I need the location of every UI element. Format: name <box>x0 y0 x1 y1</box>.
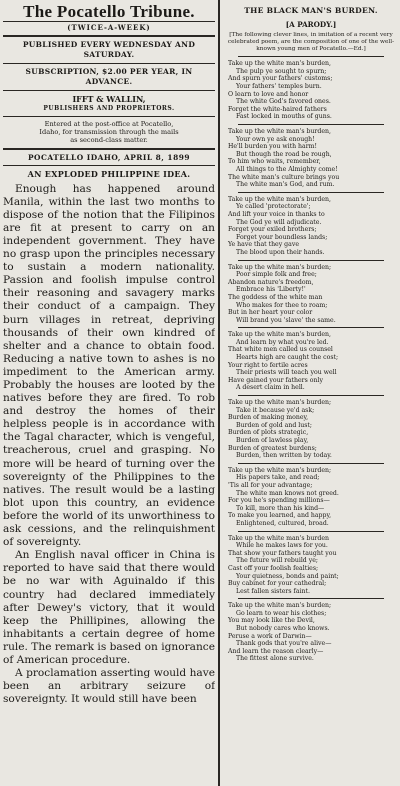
poem-line: But in her heart your color <box>228 309 313 317</box>
poem-line: Ye have that they gave <box>228 241 299 249</box>
poem-line: Burden of plots strategic, <box>228 429 309 437</box>
poem-line: Thank gods that you're alive— <box>236 640 332 648</box>
poem-line: For you he's spending millions— <box>228 497 330 505</box>
poem-line: Burden of lawless play, <box>236 437 309 444</box>
stanza-divider <box>238 56 384 57</box>
poem-line: A desert claim in hell. <box>236 384 305 392</box>
publisher: IFFT & WALLIN, <box>72 94 146 104</box>
poem-line: The goddess of the white man <box>228 293 323 301</box>
poem-line: Take up the white man's burden <box>228 534 329 542</box>
poem-line: To him who waits, remember, <box>228 158 321 166</box>
stanza-divider <box>238 531 384 532</box>
poem-line: Hearts high are caught the cost; <box>236 354 339 362</box>
poem-line: All things to the Almighty come! <box>236 166 338 173</box>
poem-line: Take it because ye'd ask; <box>236 406 315 414</box>
poem-line: And spurn your fathers' customs; <box>228 75 333 83</box>
stanza-divider <box>238 598 384 599</box>
poem-stanza <box>224 399 398 460</box>
poem-line: Your quietness, bonds and paint; <box>236 572 339 580</box>
poem-line: Will brand you 'slave' the same. <box>236 316 336 324</box>
poem-line: The pulp ye sought to spurn; <box>236 67 327 75</box>
stanza-divider <box>238 395 384 396</box>
poem-line: While he makes laws for you. <box>236 542 328 550</box>
poem-stanza <box>224 128 398 189</box>
poem-line: Abandon nature's freedom, <box>228 278 314 286</box>
poem-line: Ye called 'protectorate'; <box>236 203 311 211</box>
poem-line: Fast locked in mouths of guns. <box>236 113 332 121</box>
poem-line: Forget the white-haired fathers <box>228 105 327 113</box>
stanza-divider <box>238 124 384 125</box>
column-rule <box>218 0 220 786</box>
entered-line-2: Idaho, for transmission through the mails <box>39 128 179 137</box>
poem-line: Burden, then written by today. <box>236 452 332 460</box>
poem-line: But nobody cares who knows. <box>236 625 330 633</box>
poem-stanza <box>224 60 398 121</box>
divider <box>3 63 215 64</box>
poem-line: Embrace his 'Liberty!' <box>236 286 306 294</box>
poem-line: Their priests will teach you well <box>236 369 337 377</box>
poem-line: Forget your exiled brothers; <box>228 226 317 234</box>
article-paragraph-3: A proclamation asserting would have been an arbitrary seizure of sovereignty. It would still have been <box>3 667 215 706</box>
poem-line: Take up the white man's burden, <box>228 128 331 136</box>
masthead-subtitle: (TWICE-A-WEEK) <box>67 23 151 32</box>
poem-parody-label: [A PARODY.] <box>285 20 337 29</box>
divider <box>3 116 215 117</box>
poem-intro: [The following clever lines, in imitation of a recent very celebrated poem, are the composition of one of the well-known young men of Pocatello.—Ed.] <box>227 32 395 53</box>
poem-line: Peruse a work of Darwin— <box>228 632 312 640</box>
entered-line-1: Entered at the post-office at Pocatello, <box>44 120 174 128</box>
poem-line: Take up the white man's burden; <box>228 466 332 474</box>
poem-line: Take up the white man's burden; <box>228 399 332 407</box>
poem-line: Burden of making money, <box>228 414 309 422</box>
published-line-2: SATURDAY. <box>83 50 135 59</box>
poem-line: He'll burden you with harm! <box>228 143 318 151</box>
poem-stanza <box>224 264 398 325</box>
poem-line: Take up the white man's burden; <box>228 602 332 610</box>
poem-line: But though the road be rough, <box>236 150 332 158</box>
poem-stanza <box>224 467 398 528</box>
poem-line: The God ye will adjudicate. <box>236 218 322 226</box>
left-column <box>3 2 215 784</box>
subscription-line-2: ADVANCE. <box>85 77 133 86</box>
poem-line: Go learn to wear his clothes; <box>236 609 327 617</box>
poem-line: Take up the white man's burden, <box>228 195 331 203</box>
poem-line: The blood upon their hands. <box>236 248 325 256</box>
poem-line: Have gained your fathers only <box>228 376 323 384</box>
poem-line: Buy cabinet for your cathedral; <box>228 580 327 588</box>
poem-line: Cast off your foolish fealties; <box>228 564 319 572</box>
poem-stanza <box>224 196 398 257</box>
poem-line: Forget your boundless lands; <box>236 233 328 241</box>
poem-line: Your fathers' temples burn. <box>236 83 322 91</box>
poem-line: That white men called us counsel <box>228 346 333 354</box>
poem-line: The white man's culture brings you <box>228 173 340 181</box>
poem-line: And learn the reason clearly— <box>228 647 324 655</box>
poem-line: Take up the white man's burden, <box>228 331 331 339</box>
poem-line: To kill, more than his kind— <box>236 504 325 512</box>
poem-line: Burden of greatest burdens; <box>228 444 317 452</box>
poem-line: The future will rebuild ye; <box>236 557 318 565</box>
poem-line: Burden of gold and lust; <box>236 421 312 429</box>
poem-stanza <box>224 602 398 663</box>
poem-line: To make you learned, and happy, <box>228 512 332 520</box>
stanza-divider <box>238 192 384 193</box>
poem-line: The white man's God, and rum. <box>236 181 335 189</box>
poem-line: The white God's favored ones. <box>236 98 331 106</box>
article-headline: AN EXPLODED PHILIPPINE IDEA. <box>27 168 191 179</box>
poem-line: And learn by what you're led. <box>236 338 329 346</box>
poem-stanza <box>224 331 398 392</box>
poem-stanzas <box>224 56 398 663</box>
poem-stanza <box>224 535 398 596</box>
poem-line: Lest fallen sisters faint. <box>236 587 310 595</box>
article-body <box>3 183 215 707</box>
divider <box>3 35 215 37</box>
subscription-line-1: SUBSCRIPTION, $2.00 PER YEAR, IN <box>25 67 193 76</box>
poem-line: O learn to love and honor <box>228 90 309 98</box>
poem-line: Take up the white man's burden, <box>228 60 331 68</box>
poem-line: His papers take, and read; <box>236 474 320 482</box>
stanza-divider <box>238 463 384 464</box>
poem-line: Your own ye ask enough! <box>236 135 315 143</box>
publisher-subtitle: PUBLISHERS AND PROPRIETORS. <box>43 105 175 112</box>
stanza-divider <box>238 327 384 328</box>
poem-line: Poor simple folk and free; <box>236 271 317 279</box>
poem-line: Who makes for thee to roam; <box>236 301 328 309</box>
poem-title: THE BLACK MAN'S BURDEN. <box>244 6 378 15</box>
poem-line: And lift your voice in thanks to <box>228 210 325 218</box>
masthead: The Pocatello Tribune. <box>3 2 215 22</box>
published-line-1: PUBLISHED EVERY WEDNESDAY AND <box>22 40 196 49</box>
article-paragraph-2: An English naval officer in China is reported to have said that there would be no war with Aguinaldo if this country had declared immediately after Dewey's victory, that it would keep the Phillipines, allowing the inhabitants a certain degree of home rule. The remark is based on ignorance of American procedure. <box>3 549 215 666</box>
poem-line: Take up the white man's burden; <box>228 263 332 271</box>
stanza-divider <box>238 260 384 261</box>
article-paragraph-1: Enough has happened around Manila, within the last two months to dispose of the notion that the Filipinos are fit at present to carry on an independent government. They have no grasp upon the principles necessary to sustain a modern nationality. Passion and foolish impulse control their reasoning and savagery marks their conduct of a campaign. They burn villages in retreat, depriving thousands of their own kindred of shelter and a chance to obtain food. Reducing a native town to ashes is no impediment to the American army. Probably the houses are looted by the natives before they are fired. To rob and destroy the homes of their helpless people is in accordance with the Tagal character, which is vengeful, treacherous, cruel and grasping. No more will be heard of turning over the sovereignty of the Philippines to the natives. The result would be a lasting blot upon this country, an evidence before the world of its unworthiness to ask cessions, and the relinquishment of sovereignty. <box>3 182 215 549</box>
entered-line-3: as second-class matter. <box>70 136 148 145</box>
poem-line: Your right to fertile acres <box>228 361 308 369</box>
poem-line: You may look like the Devil, <box>228 617 315 625</box>
divider <box>3 90 215 91</box>
poem-line: Enlightened, cultured, broad. <box>236 519 329 527</box>
dateline: POCATELLO IDAHO, APRIL 8, 1899 <box>28 152 190 162</box>
divider <box>3 148 215 150</box>
poem-line: That show your fathers taught you <box>228 549 337 557</box>
poem-line: 'Tis all for your advantage; <box>228 481 313 489</box>
right-column <box>224 2 398 784</box>
poem-line: The white man knows not greed. <box>236 489 339 497</box>
divider <box>3 165 215 166</box>
poem-line: The fittest alone survive. <box>236 655 314 663</box>
